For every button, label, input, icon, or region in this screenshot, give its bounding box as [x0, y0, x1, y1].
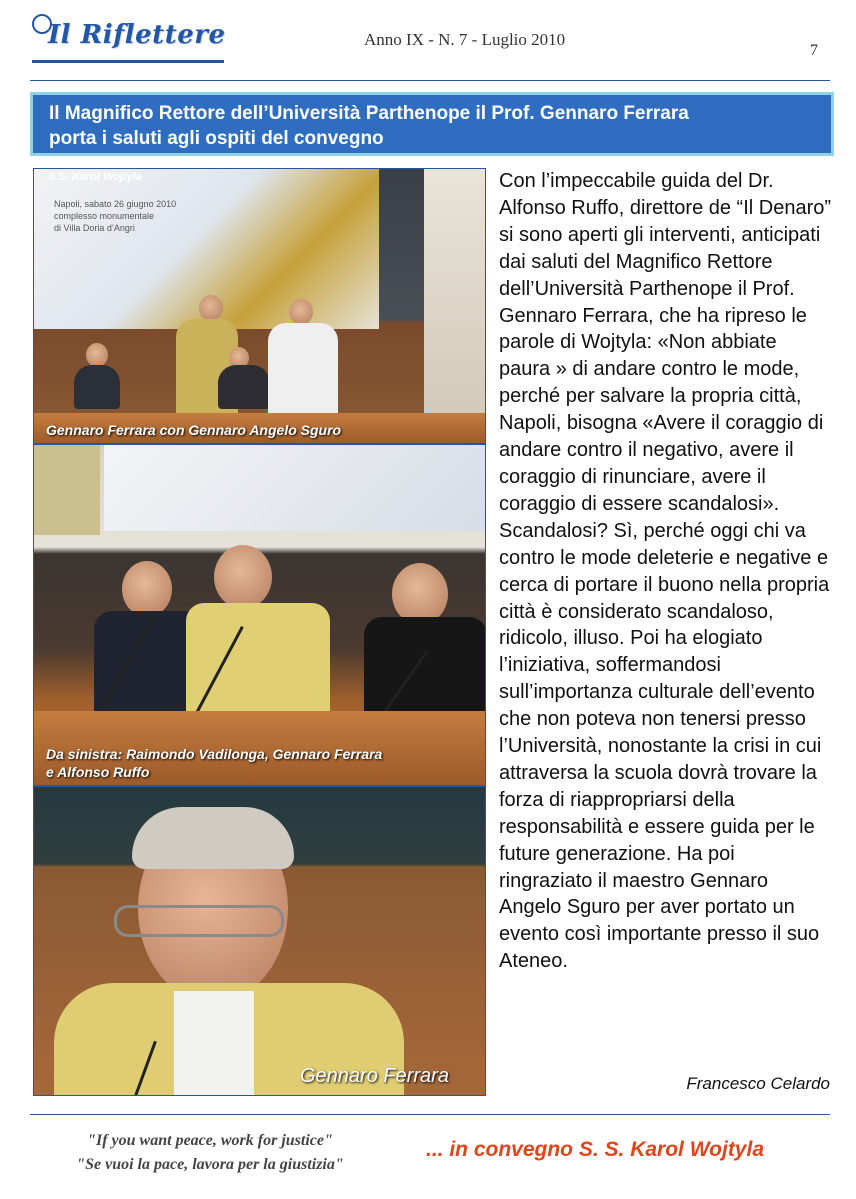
page-number: 7	[810, 42, 818, 59]
projection-line: complesso monumentale	[54, 211, 155, 221]
photo-caption: Gennaro Ferrara	[300, 1065, 449, 1087]
person-body	[268, 323, 338, 421]
shirt-collar	[174, 991, 254, 1096]
issue-info: Anno IX - N. 7 - Luglio 2010	[364, 30, 566, 49]
wall-panel	[424, 169, 486, 444]
photo-ferrara-sguro	[33, 168, 486, 444]
photo-panel-speakers	[33, 444, 486, 786]
eyeglasses-icon	[114, 905, 284, 937]
person-head	[289, 299, 313, 325]
bottom-divider	[30, 1114, 830, 1115]
article-author: Francesco Celardo	[686, 1074, 830, 1093]
article-title-line-1: Il Magnifico Rettore dell’Università Parthenope il Prof. Gennaro Ferrara	[49, 103, 689, 124]
projection-line: Napoli, sabato 26 giugno 2010	[54, 199, 177, 209]
person-body	[74, 365, 120, 409]
projection-screen	[104, 445, 486, 531]
person-head	[199, 295, 223, 321]
person-head	[122, 561, 172, 617]
footer-tagline: ... in convegno S. S. Karol Wojtyla	[426, 1138, 764, 1161]
person-head	[86, 343, 108, 367]
person-body	[218, 365, 270, 409]
person-head	[392, 563, 448, 625]
logo-text: Il Riflettere	[48, 20, 226, 50]
photo-caption: Gennaro Ferrara con Gennaro Angelo Sguro	[46, 422, 342, 438]
photo-caption-line-2: e Alfonso Ruffo	[46, 764, 150, 780]
article-title-line-2: porta i saluti agli ospiti del convegno	[49, 128, 384, 149]
person-head	[214, 545, 272, 609]
footer-quote-italian: "Se vuoi la pace, lavora per la giustizia"	[76, 1156, 344, 1173]
footer-quote-english: "If you want peace, work for justice"	[87, 1132, 333, 1149]
projection-title: S.S. Karol Wojtyla	[48, 171, 142, 183]
article-paragraph: Con l’impeccabile guida del Dr. Alfonso Ruffo, direttore de “Il Denaro” si sono aperti gli interventi, anticipati dai saluti del Magnifico Rettore dell’Università Parthenope il Prof. Gennaro Ferrara, che ha ripreso le parole di Wojtyla: «Non abbiate paura » di andare contro le mode, perché per salvare la propria città, Napoli, bisogna «Avere il coraggio di andare contro il negativo, avere il coraggio di rinunciare, avere il coraggio di essere scandalosi». Scandalosi? Sì, perché oggi chi va contro le mode deleterie e negative e cerca di portare il buono nella propria città è considerato scandaloso, ridicolo, illuso. Poi ha elogiato l’iniziativa, soffermandosi sull’importanza culturale dell’evento che non poteva non tenersi presso l’Università, nonostante la crisi in cui attraversa la scuola dovrà trovare la forza di riappropriarsi della responsabilità e essere guida per le future generazione. Ha poi ringraziato il maestro Gennaro Angelo Sguro per aver portato un evento così importante presso il suo Ateneo.	[499, 170, 832, 973]
top-divider	[30, 80, 830, 81]
photo-caption-line-1: Da sinistra: Raimondo Vadilonga, Gennaro Ferrara	[46, 746, 383, 762]
wall-panel	[34, 445, 100, 535]
masthead-logo	[30, 10, 230, 66]
photo-ferrara-portrait	[33, 786, 486, 1096]
article-body	[499, 168, 833, 975]
article-title-banner	[30, 92, 834, 156]
hair	[132, 807, 294, 869]
projection-line: di Villa Doria d’Angri	[54, 223, 135, 233]
logo-underline	[32, 60, 224, 63]
